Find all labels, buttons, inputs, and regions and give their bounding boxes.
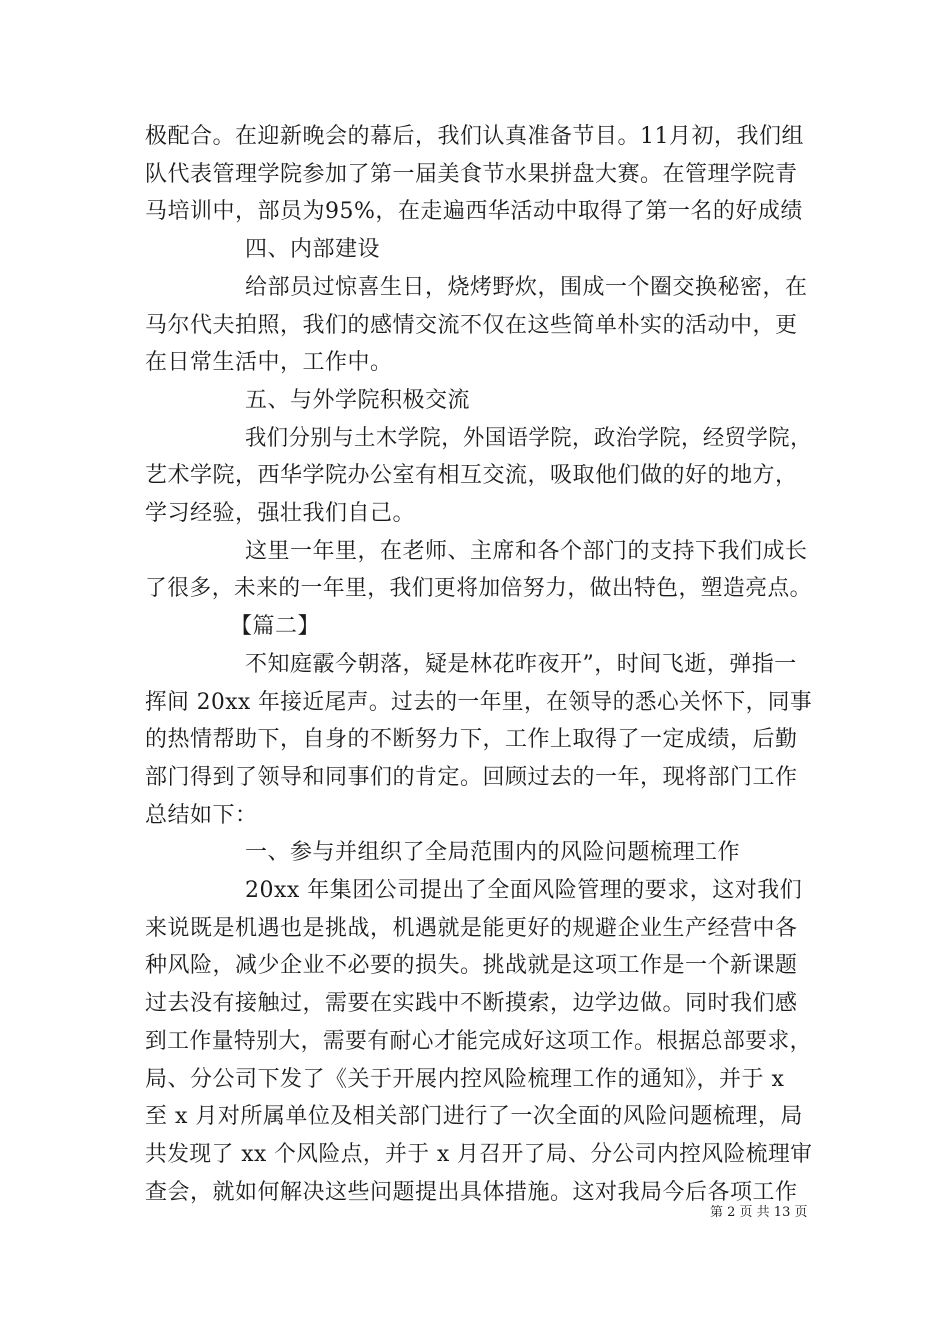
body-text-line: 种风险，减少企业不必要的损失。挑战就是这项工作是一个新课题: [145, 953, 798, 979]
body-text-line: 部门得到了领导和同事们的肯定。回顾过去的一年，现将部门工作: [145, 764, 798, 790]
body-text-line: 马尔代夫拍照，我们的感情交流不仅在这些简单朴实的活动中，更: [145, 312, 798, 338]
body-text-line: 学习经验，强壮我们自己。: [145, 501, 416, 526]
page-number-footer: 第 2 页 共 13 页: [710, 1205, 808, 1220]
body-text-line: 到工作量特别大，需要有耐心才能完成好这项工作。根据总部要求，: [145, 1028, 812, 1054]
section-heading: 四、内部建设: [245, 237, 381, 263]
body-text-line: 过去没有接触过，需要在实践中不断摸索，边学边做。同时我们感: [145, 991, 798, 1017]
body-text-line: 我们分别与土木学院，外国语学院，政治学院，经贸学院，: [245, 425, 812, 451]
body-text-line: 共发现了 xx 个风险点，并于 x 月召开了局、分公司内控风险梳理审: [145, 1141, 813, 1167]
section-heading: 五、与外学院积极交流: [245, 387, 471, 413]
body-text-line: 的热情帮助下，自身的不断努力下，工作上取得了一定成绩，后勤: [145, 727, 798, 753]
part-heading: 【篇二】: [230, 614, 321, 640]
body-text-line: 在日常生活中，工作中。: [145, 350, 393, 376]
section-heading: 一、参与并组织了全局范围内的风险问题梳理工作: [245, 840, 741, 866]
body-text-line: 至 x 月对所属单位及相关部门进行了一次全面的风险问题梳理，局: [145, 1104, 803, 1130]
body-text-line: 挥间 20xx 年接近尾声。过去的一年里，在领导的悉心关怀下，同事: [145, 689, 813, 715]
body-text-line: 这里一年里，在老师、主席和各个部门的支持下我们成长: [245, 538, 808, 564]
body-text-line: 总结如下：: [145, 802, 258, 828]
body-text-line: 20xx 年集团公司提出了全面风险管理的要求，这对我们: [245, 878, 803, 903]
body-text-line: 局、分公司下发了《关于开展内控风险梳理工作的通知》，并于 x: [145, 1066, 785, 1092]
body-text-line: 队代表管理学院参加了第一届美食节水果拼盘大赛。在管理学院青: [145, 161, 798, 187]
body-text-line: 了很多，未来的一年里，我们更将加倍努力，做出特色，塑造亮点。: [145, 576, 812, 602]
body-text-line: 不知庭霰今朝落，疑是林花昨夜开”，时间飞逝，弹指一: [245, 651, 797, 677]
body-text-line: 查会，就如何解决这些问题提出具体措施。这对我局今后各项工作: [145, 1179, 798, 1205]
body-text-line: 给部员过惊喜生日，烧烤野炊，围成一个圈交换秘密，在: [245, 274, 808, 300]
body-text-line: 马培训中，部员为95%，在走遍西华活动中取得了第一名的好成绩: [145, 199, 803, 225]
body-text-line: 极配合。在迎新晚会的幕后，我们认真准备节目。11月初，我们组: [145, 124, 804, 149]
body-text-line: 艺术学院，西华学院办公室有相互交流，吸取他们做的好的地方，: [145, 463, 798, 489]
body-text-line: 来说既是机遇也是挑战，机遇就是能更好的规避企业生产经营中各: [145, 915, 798, 941]
